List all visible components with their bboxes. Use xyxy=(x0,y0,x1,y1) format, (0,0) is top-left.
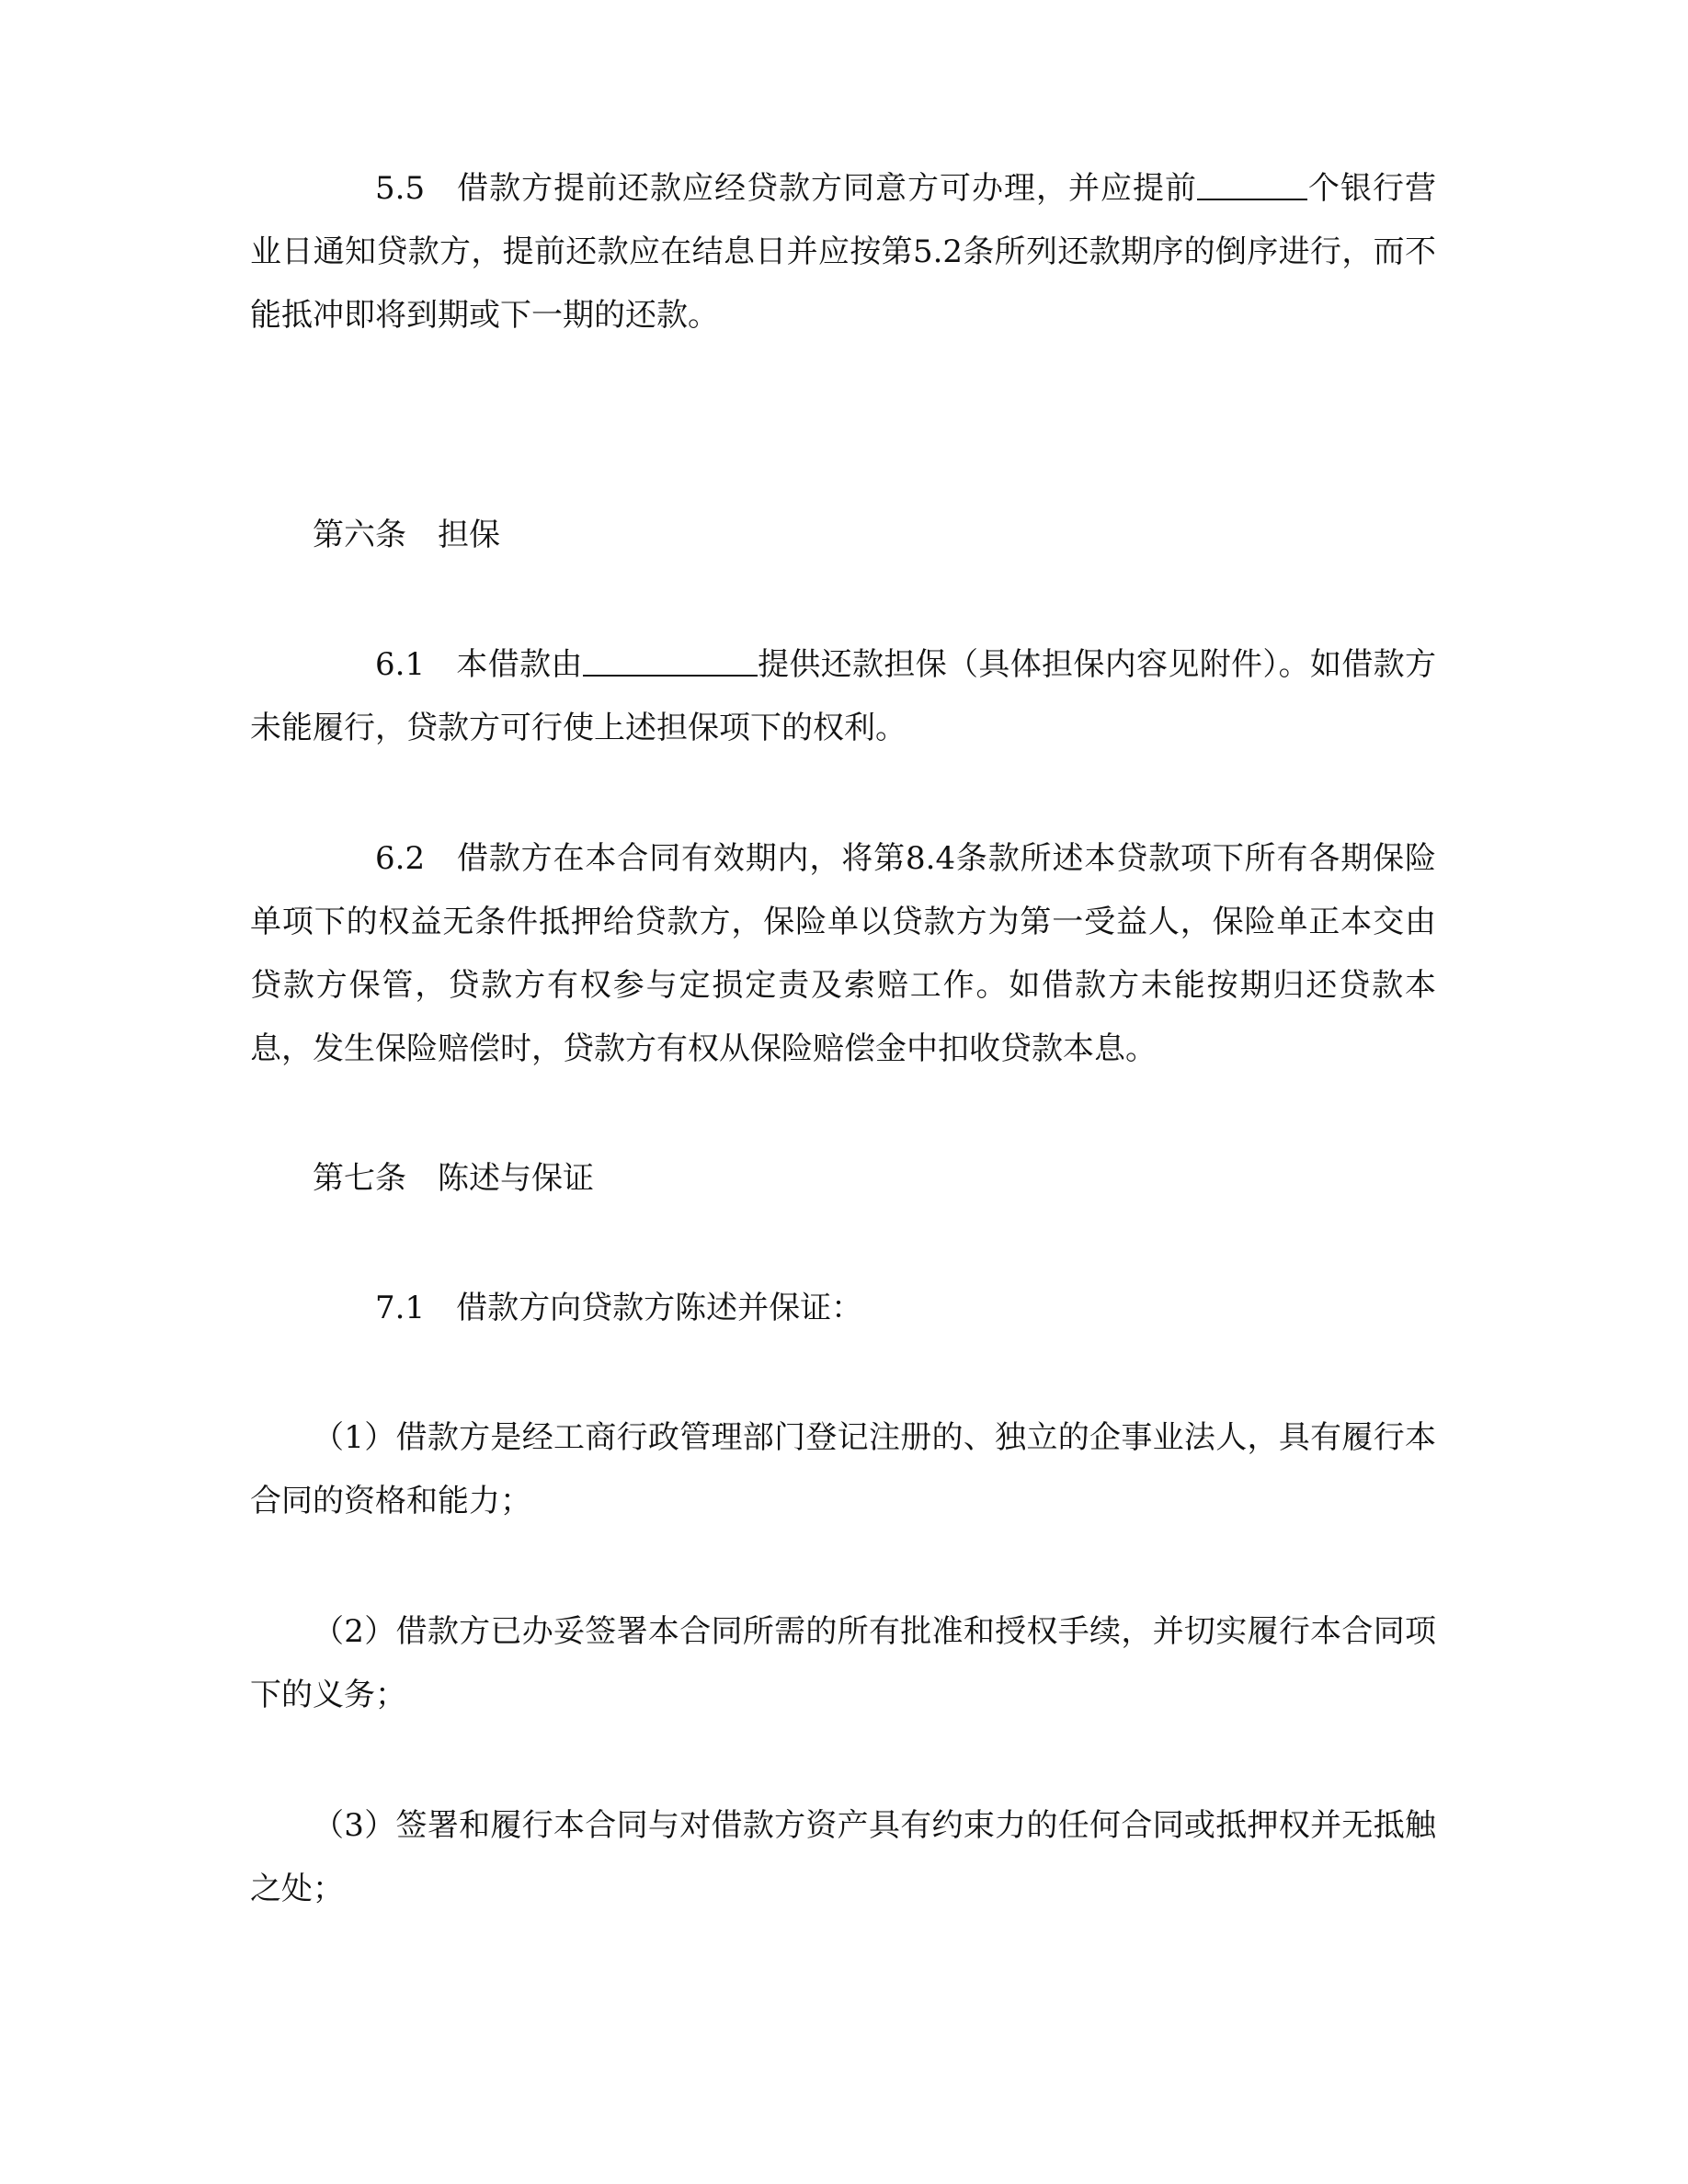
clause-number: 7.1 xyxy=(375,1290,426,1326)
paragraph-7-1 xyxy=(250,1277,1436,1340)
clause-text-after-blank: 个银行营业日通知贷款方，提前还款应在结息日并应按第5.2条所列还款期序的倒序进行，而不能抵冲即将到期或下一期的还款。 xyxy=(250,170,1437,334)
list-item-text: 借款方已办妥签署本合同所需的所有批准和授权手续，并切实履行本合同项下的义务； xyxy=(250,1613,1437,1713)
paragraph-6-2 xyxy=(250,827,1436,1081)
clause-text-before-blank: 借款方提前还款应经贷款方同意方可办理，并应提前 xyxy=(456,170,1198,207)
list-item-text: 签署和履行本合同与对借款方资产具有约束力的任何合同或抵押权并无抵触之处； xyxy=(250,1807,1437,1907)
article-title: 担保 xyxy=(438,517,500,553)
clause-number: 5.5 xyxy=(375,170,426,207)
clause-text-before-blank: 本借款由 xyxy=(456,646,583,683)
clause-text: 借款方在本合同有效期内，将第8.4条款所述本贷款项下所有各期保险单项下的权益无条件抵押给贷款方，保险单以贷款方为第一受益人，保险单正本交由贷款方保管，贷款方有权参与定损定责及索赔工作。如借款方未能按期归还贷款本息，发生保险赔偿时，贷款方有权从保险赔偿金中扣收贷款本息。 xyxy=(250,840,1436,1067)
article-label: 第七条 xyxy=(313,1160,406,1197)
list-item-text: 借款方是经工商行政管理部门登记注册的、独立的企事业法人，具有履行本合同的资格和能力； xyxy=(250,1419,1437,1519)
fill-in-blank xyxy=(1197,165,1307,200)
paragraph-5-5 xyxy=(250,157,1436,347)
clause-text-after-blank: 提供还款担保（具体担保内容见附件）。如借款方未能履行，贷款方可行使上述担保项下的权利。 xyxy=(250,646,1437,746)
list-marker: （3） xyxy=(313,1807,396,1844)
article-heading-6 xyxy=(313,504,500,567)
list-item-3 xyxy=(250,1794,1436,1921)
list-marker: （2） xyxy=(313,1613,396,1650)
article-label: 第六条 xyxy=(313,517,406,553)
list-marker: （1） xyxy=(313,1419,396,1456)
article-title: 陈述与保证 xyxy=(438,1160,594,1197)
clause-number: 6.2 xyxy=(375,840,426,877)
list-item-1 xyxy=(250,1406,1436,1533)
clause-text: 借款方向贷款方陈述并保证： xyxy=(456,1290,863,1326)
fill-in-blank xyxy=(583,642,758,677)
list-item-2 xyxy=(250,1600,1436,1727)
article-heading-7 xyxy=(313,1147,594,1211)
paragraph-6-1 xyxy=(250,633,1436,760)
clause-number: 6.1 xyxy=(375,646,426,683)
